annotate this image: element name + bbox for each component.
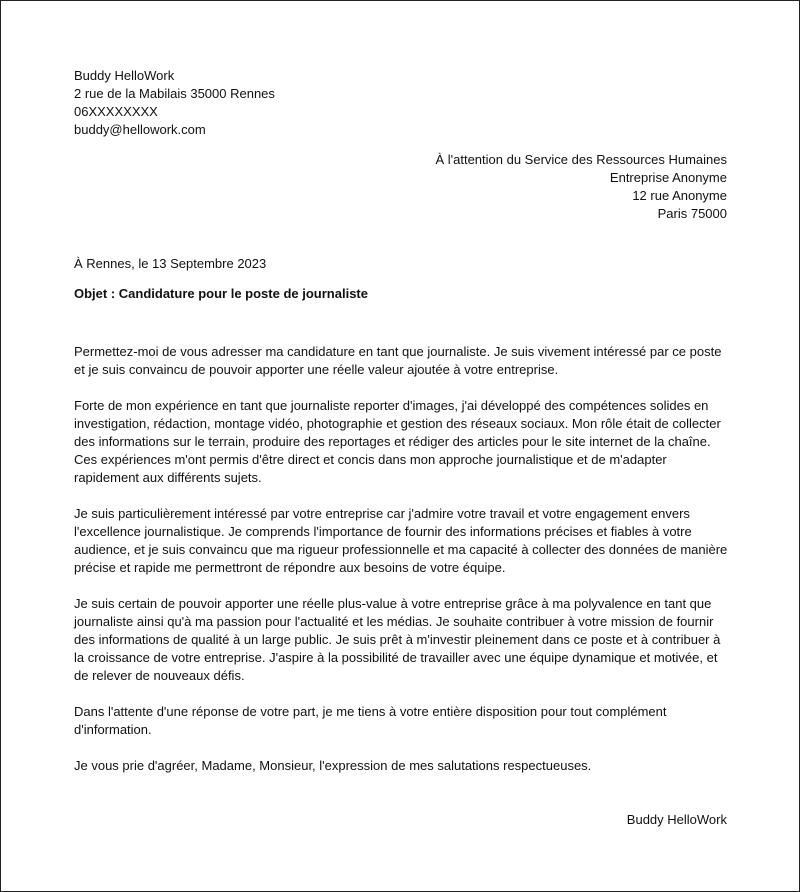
body-paragraph: Permettez-moi de vous adresser ma candidature en tant que journaliste. Je suis vivement intéressé par ce poste et je suis convaincu de pouvoir apporter une réelle valeur ajoutée à votre entreprise.: [74, 344, 722, 377]
recipient-company: Entreprise Anonyme: [609, 170, 727, 185]
recipient-attention: À l'attention du Service des Ressources Humaines: [435, 152, 727, 167]
recipient-city: Paris 75000: [657, 206, 727, 221]
sender-name: Buddy HelloWork: [74, 68, 175, 83]
sender-email: buddy@hellowork.com: [74, 122, 206, 137]
closing-paragraph: Je vous prie d'agréer, Madame, Monsieur, l'expression de mes salutations respectueuses.: [74, 758, 592, 773]
letter-body: [74, 343, 731, 793]
sender-phone: 06XXXXXXXX: [74, 104, 158, 119]
sender-block: [74, 67, 275, 139]
signature: Buddy HelloWork: [626, 812, 727, 827]
letter-subject: Objet : Candidature pour le poste de journaliste: [74, 286, 368, 301]
body-paragraph: Dans l'attente d'une réponse de votre part, je me tiens à votre entière disposition pour tout complément d'information.: [74, 704, 667, 737]
letter-date: À Rennes, le 13 Septembre 2023: [74, 256, 267, 271]
body-paragraph: Je suis particulièrement intéressé par votre entreprise car j'admire votre travail et votre engagement envers l'excellence journalistique. Je comprends l'importance de fournir des informations précises et fiables à votre audience, et je suis convaincu que ma rigueur professionnelle et ma capacité à collecter des données de manière précise et rapide me permettront de répondre aux besoins de votre équipe.: [74, 506, 728, 575]
body-paragraph: Forte de mon expérience en tant que journaliste reporter d'images, j'ai développé des compétences solides en investigation, rédaction, montage vidéo, photographie et gestion des réseaux sociaux. Mon rôle était de collecter des informations sur le terrain, produire des reportages et rédiger des articles pour le site internet de la chaîne. Ces expériences m'ont permis d'être direct et concis dans mon approche journalistique et de m'adapter rapidement aux différents sujets.: [74, 398, 721, 485]
recipient-street: 12 rue Anonyme: [632, 188, 727, 203]
sender-address: 2 rue de la Mabilais 35000 Rennes: [74, 86, 275, 101]
recipient-block: [435, 151, 727, 223]
body-paragraph: Je suis certain de pouvoir apporter une réelle plus-value à votre entreprise grâce à ma polyvalence en tant que journaliste ainsi qu'à ma passion pour l'actualité et les médias. Je souhaite contribuer à votre mission de fournir des informations de qualité à un large public. Je suis prêt à m'investir pleinement dans ce poste et à contribuer à la croissance de votre entreprise. J'aspire à la possibilité de travailler avec une équipe dynamique et motivée, et de relever de nouveaux défis.: [74, 596, 721, 683]
